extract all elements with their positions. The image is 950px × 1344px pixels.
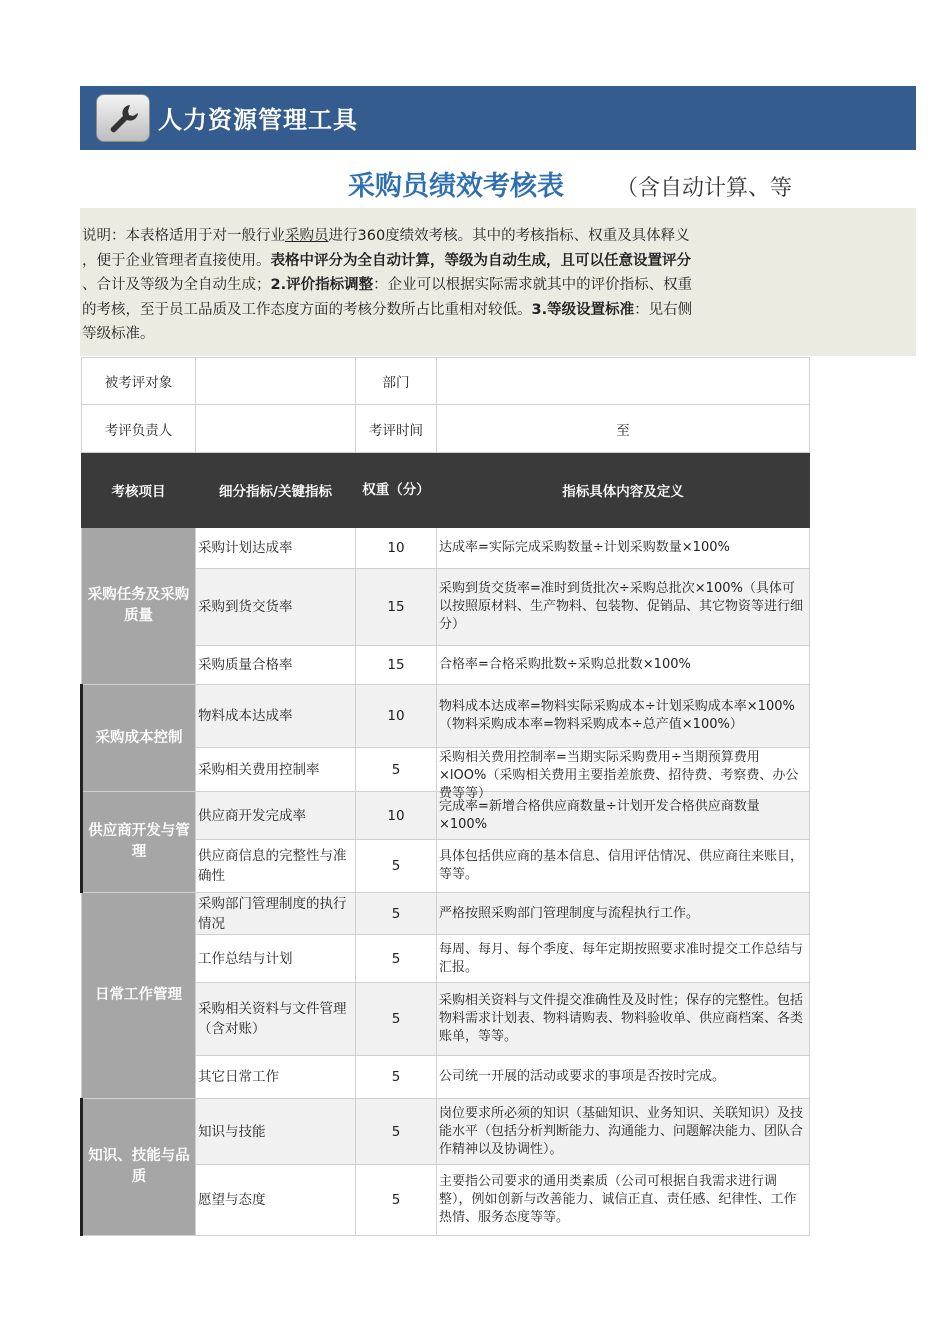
table-header-row [82,453,810,528]
header-banner [80,86,916,150]
weight-cell: 15 [356,569,437,646]
weight-cell: 5 [356,840,437,893]
col-header-definition: 指标具体内容及定义 [437,453,810,528]
definition-cell: 岗位要求所必须的知识（基础知识、业务知识、关联知识）及技能水平（包括分析判断能力、沟通能力、问题解决能力、团队合作精神以及协调性）。 [437,1099,810,1165]
weight-cell: 5 [356,1056,437,1099]
dept-value-field[interactable] [437,358,810,405]
col-header-weight: 权重（分） [356,453,437,528]
weight-cell: 5 [356,748,437,792]
description-notes [80,208,916,356]
indicator-cell: 其它日常工作 [196,1056,356,1099]
weight-cell: 5 [356,983,437,1056]
category-cell: 供应商开发与管理 [82,792,196,893]
category-cell: 采购成本控制 [82,685,196,792]
indicator-cell: 知识与技能 [196,1099,356,1165]
definition-cell: 物料成本达成率=物料实际采购成本÷计划采购成本率×100%（物料采购成本率=物料采购成本÷总产值×100%） [437,685,810,748]
target-value-field[interactable] [196,358,356,405]
indicator-cell: 采购相关资料与文件管理（含对账） [196,983,356,1056]
indicator-cell: 愿望与态度 [196,1165,356,1236]
time-label: 考评时间 [356,405,437,453]
table-row [82,893,810,935]
weight-cell: 10 [356,685,437,748]
col-header-project: 考核项目 [82,453,196,528]
indicator-cell: 采购相关费用控制率 [196,748,356,792]
info-row-2 [82,405,810,453]
note-line-5: 等级标准。 [82,326,155,342]
dept-label: 部门 [356,358,437,405]
col-header-indicator: 细分指标/关键指标 [196,453,356,528]
definition-cell: 合格率=合格采购批数÷采购总批数×100% [437,646,810,685]
definition-cell: 采购相关费用控制率=当期实际采购费用÷当期预算费用×lOO%（采购相关费用主要指差旅费、招待费、考察费、办公费等等） [437,748,810,792]
table-row [82,792,810,840]
note-line-1: 说明：本表格适用于对一般行业采购员进行360度绩效考核。其中的考核指标、权重及具体释义 [82,228,690,244]
definition-cell: 具体包括供应商的基本信息、信用评估情况、供应商往来账目，等等。 [437,840,810,893]
page-title: 采购员绩效考核表 [348,171,564,202]
note-line-4: 的考核，至于员工品质及工作态度方面的考核分数所占比重相对较低。3.等级设置标准：见右侧 [82,301,693,318]
table-row [82,685,810,748]
brand-title: 人力资源管理工具 [158,106,358,134]
indicator-cell: 供应商信息的完整性与准确性 [196,840,356,893]
definition-cell: 严格按照采购部门管理制度与流程执行工作。 [437,893,810,935]
weight-cell: 5 [356,935,437,983]
target-label: 被考评对象 [82,358,196,405]
note-line-3: 、合计及等级为全自动生成；2.评价指标调整：企业可以根据实际需求就其中的评价指标、权重 [82,277,693,293]
category-cell: 采购任务及采购质量 [82,528,196,685]
weight-cell: 5 [356,893,437,935]
definition-cell: 公司统一开展的活动或要求的事项是否按时完成。 [437,1056,810,1099]
weight-cell: 10 [356,792,437,840]
owner-label: 考评负责人 [82,405,196,453]
definition-cell: 主要指公司要求的通用类素质（公司可根据自我需求进行调整），例如创新与改善能力、诚信正直、责任感、纪律性、工作热情、服务态度等等。 [437,1165,810,1236]
definition-cell: 达成率=实际完成采购数量÷计划采购数量×100% [437,528,810,569]
definition-cell: 采购相关资料与文件提交准确性及及时性；保存的完整性。包括物料需求计划表、物料请购表、物料验收单、供应商档案、各类账单，等等。 [437,983,810,1056]
indicator-cell: 采购到货交货率 [196,569,356,646]
weight-cell: 10 [356,528,437,569]
time-value-field[interactable]: 至 [437,405,810,453]
definition-cell: 完成率=新增合格供应商数量÷计划开发合格供应商数量×100% [437,792,810,840]
definition-cell: 采购到货交货率=准时到货批次÷采购总批次×100%（具体可以按照原材料、生产物料、包装物、促销品、其它物资等进行细分） [437,569,810,646]
weight-cell: 5 [356,1099,437,1165]
indicator-cell: 供应商开发完成率 [196,792,356,840]
page-subtitle: （含自动计算、等 [616,176,793,201]
category-cell: 知识、技能与品质 [82,1099,196,1236]
indicator-cell: 物料成本达成率 [196,685,356,748]
table-row [82,528,810,569]
weight-cell: 15 [356,646,437,685]
indicator-cell: 采购计划达成率 [196,528,356,569]
note-line-2: ，便于企业管理者直接使用。表格中评分为全自动计算，等级为自动生成，且可以任意设置评分 [82,252,691,269]
indicator-cell: 工作总结与计划 [196,935,356,983]
table-row [82,1099,810,1165]
definition-cell: 每周、每月、每个季度、每年定期按照要求准时提交工作总结与汇报。 [437,935,810,983]
page-title-row [80,152,810,208]
indicator-cell: 采购部门管理制度的执行情况 [196,893,356,935]
weight-cell: 5 [356,1165,437,1236]
wrench-icon [96,94,150,142]
indicator-cell: 采购质量合格率 [196,646,356,685]
category-cell: 日常工作管理 [82,893,196,1099]
owner-value-field[interactable] [196,405,356,453]
evaluation-table [80,357,810,1236]
info-row-1 [82,358,810,405]
